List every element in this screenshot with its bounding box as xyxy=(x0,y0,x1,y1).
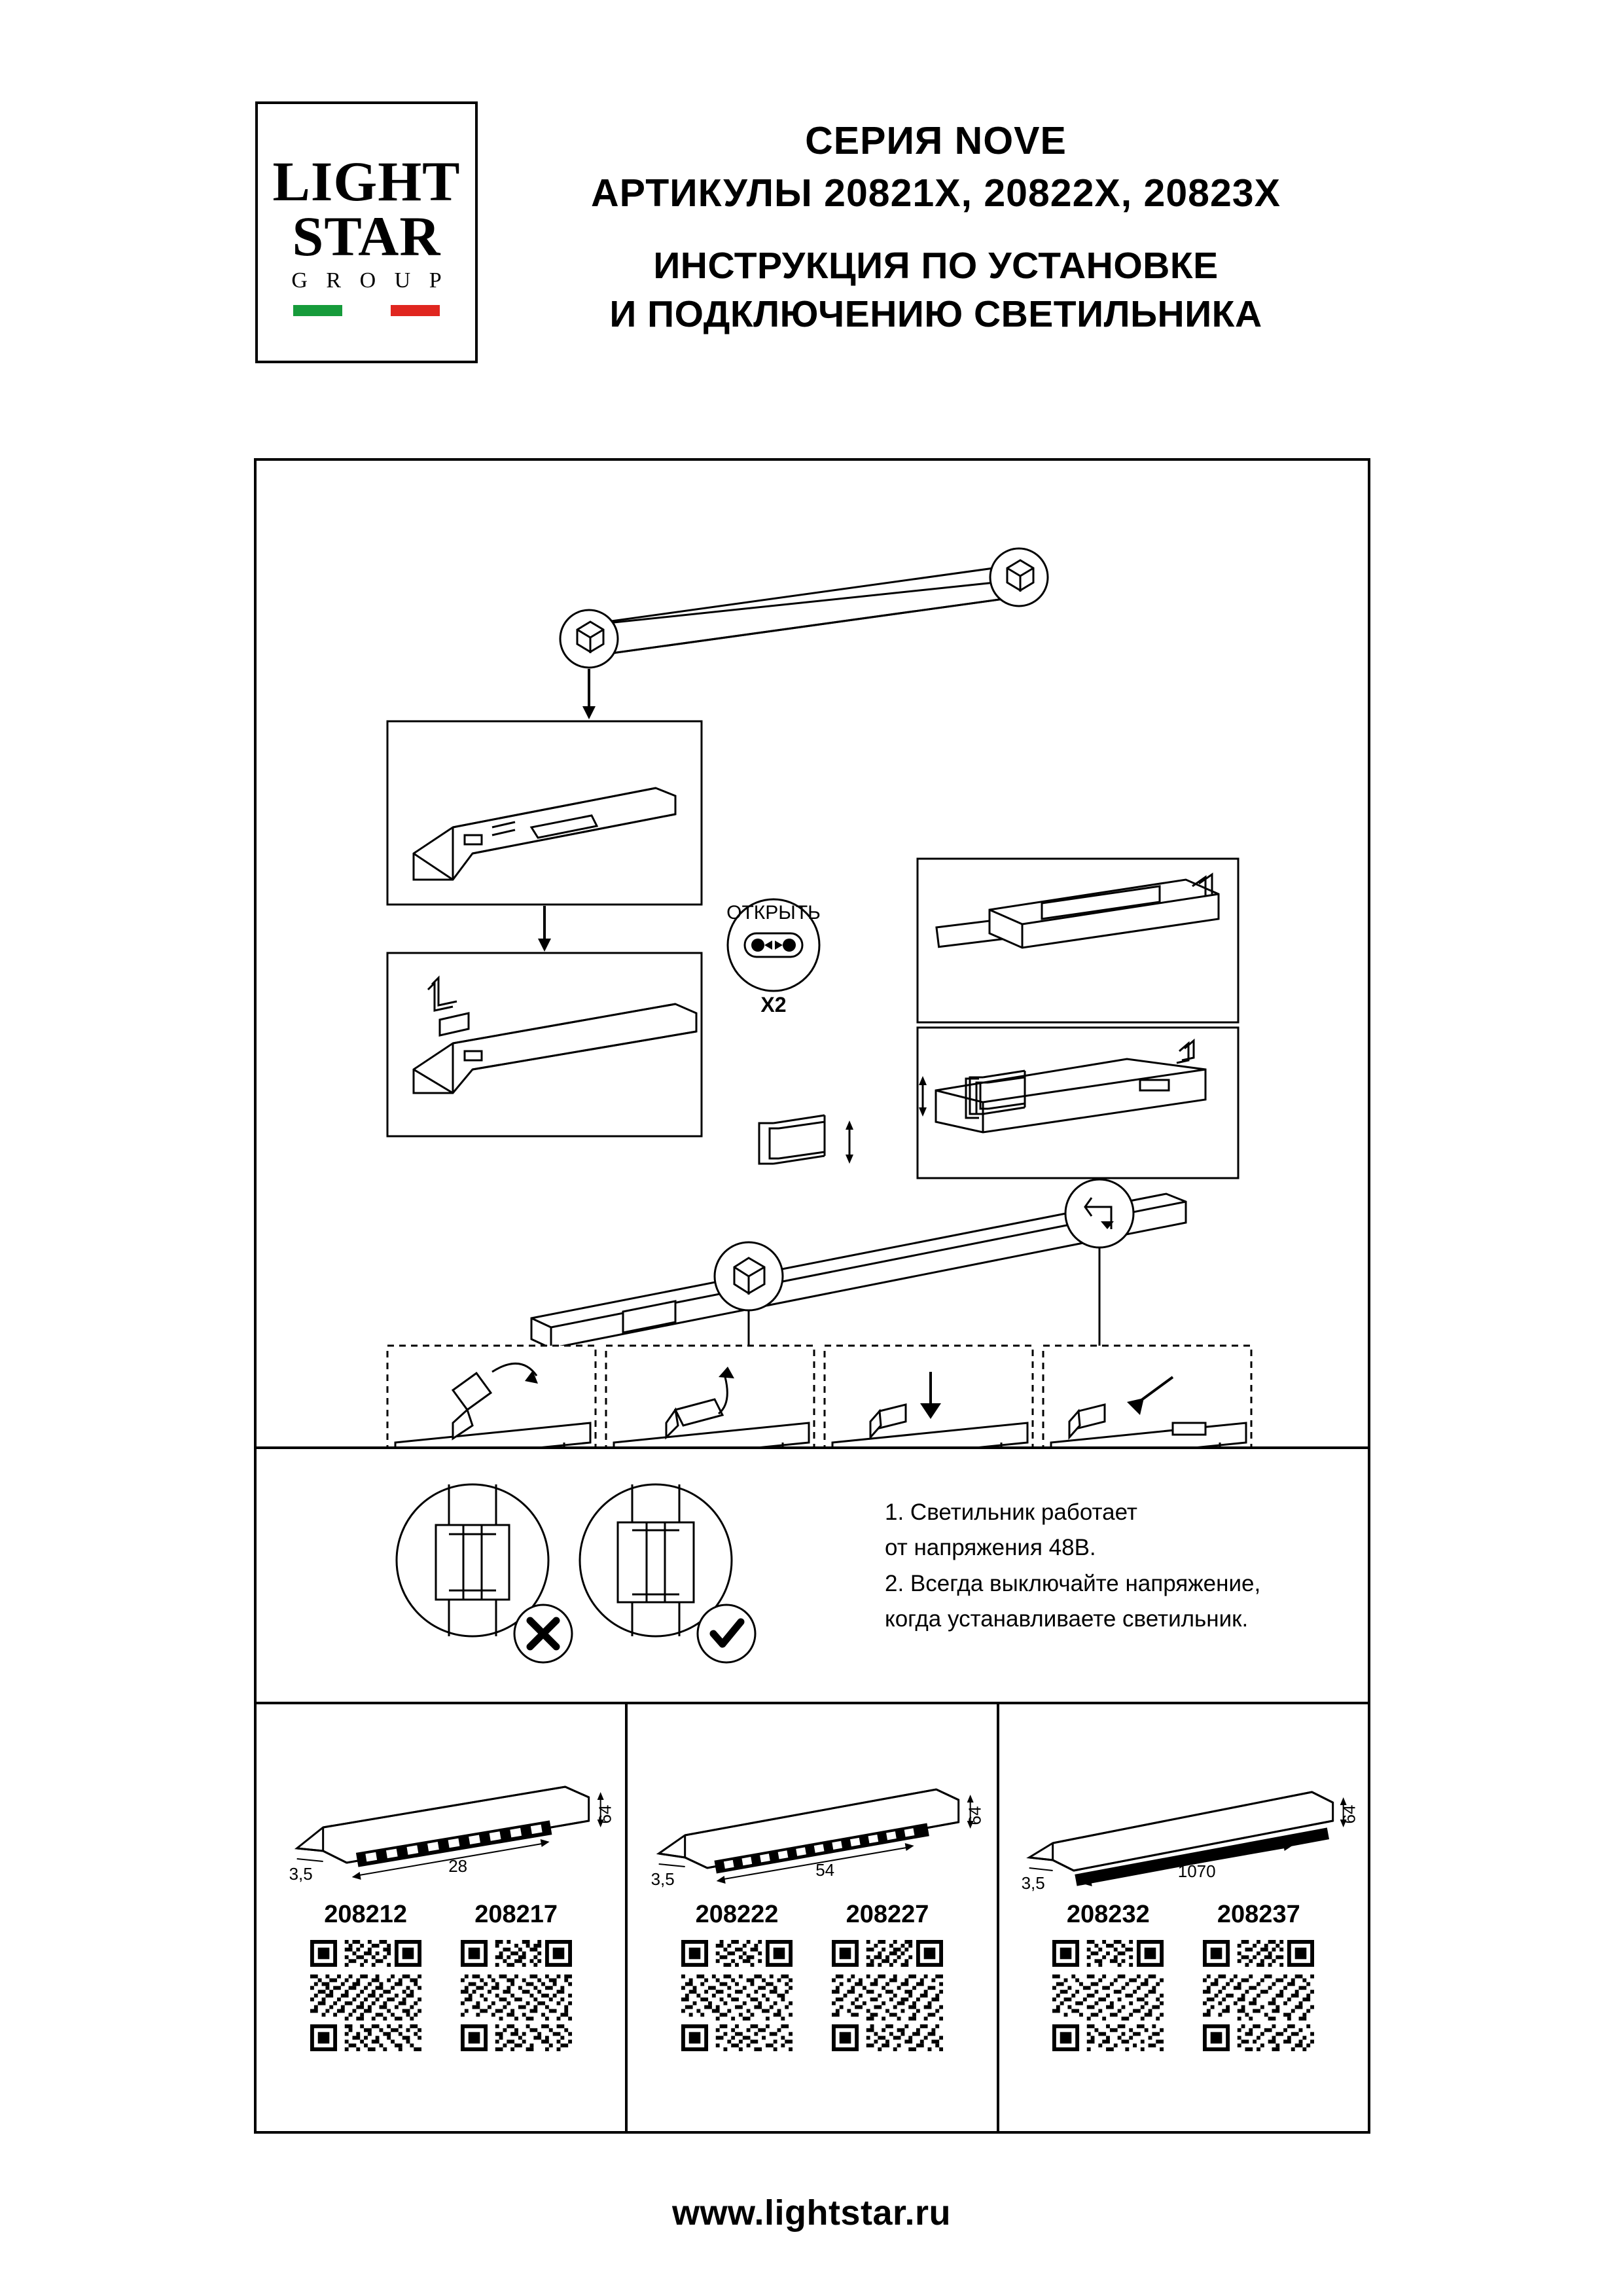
logo-line-group: G R O U P xyxy=(291,268,448,293)
detail-box-clip-b xyxy=(387,953,702,1136)
detail-box-step-4 xyxy=(1043,1346,1251,1446)
logo-line-light: LIGHT xyxy=(272,149,461,213)
brand-logo xyxy=(255,101,478,363)
detail-box-step-1 xyxy=(387,1346,596,1446)
warning-diagram xyxy=(368,1462,787,1691)
model-2-figure xyxy=(628,1711,996,1901)
model-3-length-label: 1070 xyxy=(1177,1861,1216,1881)
callout-circle-mid-left xyxy=(715,1242,783,1310)
model-2-code-a: 208222 xyxy=(695,1901,779,1928)
model-column-3 xyxy=(997,1704,1368,2131)
model-3-figure xyxy=(999,1711,1368,1901)
model-column-1 xyxy=(257,1704,625,2131)
note-line-2: от напряжения 48В. xyxy=(885,1535,1096,1561)
model-1-code-a: 208212 xyxy=(324,1901,408,1928)
model-3-codes xyxy=(999,1901,1368,1929)
models-section xyxy=(257,1704,1368,2131)
model-3-height-label: 64 xyxy=(1339,1804,1359,1824)
model-1-codes xyxy=(257,1901,625,1929)
model-2-length-label: 54 xyxy=(815,1860,835,1880)
flag-stripe-red xyxy=(391,305,440,316)
installation-diagram xyxy=(257,461,1368,1446)
model-2-code-b: 208227 xyxy=(846,1901,929,1928)
model-2-height-label: 64 xyxy=(965,1806,985,1825)
qr-code-208237[interactable] xyxy=(1203,1940,1314,2051)
installation-section xyxy=(257,461,1368,1449)
article-numbers: АРТИКУЛЫ 20821X, 20822X, 20823X xyxy=(591,171,1281,215)
model-2-codes xyxy=(628,1901,996,1929)
model-1-length-label: 28 xyxy=(448,1856,468,1876)
callout-circle-left xyxy=(560,610,618,668)
document-title-line2: И ПОДКЛЮЧЕНИЮ СВЕТИЛЬНИКА xyxy=(609,293,1262,335)
qr-code-208227[interactable] xyxy=(832,1940,943,2051)
model-1-height-label: 64 xyxy=(595,1804,615,1824)
detail-box-step-2 xyxy=(606,1346,814,1446)
model-column-2 xyxy=(625,1704,996,2131)
model-2-depth-label: 3,5 xyxy=(651,1869,675,1889)
italy-flag-icon xyxy=(293,305,440,316)
website-url[interactable]: www.lightstar.ru xyxy=(671,2193,952,2233)
model-1-depth-label: 3,5 xyxy=(289,1864,313,1884)
track-rail-top xyxy=(564,526,1368,657)
detail-box-step-3 xyxy=(825,1346,1033,1446)
qr-code-208232[interactable] xyxy=(1052,1940,1164,2051)
model-1-qr-codes xyxy=(257,1940,625,2051)
document-title-line1: ИНСТРУКЦИЯ ПО УСТАНОВКЕ xyxy=(653,244,1219,287)
detail-box-connector-a xyxy=(387,721,702,905)
callout-circle-mid-right xyxy=(1065,1179,1133,1247)
series-name: СЕРИЯ NOVE xyxy=(805,119,1067,162)
model-3-code-a: 208232 xyxy=(1066,1901,1150,1928)
note-line-3: 2. Всегда выключайте напряжение, xyxy=(885,1570,1261,1596)
note-line-4: когда устанавливаете светильник. xyxy=(885,1605,1249,1632)
model-3-depth-label: 3,5 xyxy=(1021,1873,1045,1893)
detail-box-connector-c xyxy=(918,859,1238,1022)
notes-section xyxy=(257,1449,1368,1704)
qr-code-208222[interactable] xyxy=(681,1940,793,2051)
flag-stripe-white xyxy=(342,305,391,316)
model-3-code-b: 208237 xyxy=(1217,1901,1300,1928)
flag-stripe-green xyxy=(293,305,342,316)
qr-code-208217[interactable] xyxy=(461,1940,572,2051)
notes-text-block xyxy=(885,1495,1343,1637)
model-1-code-b: 208217 xyxy=(474,1901,558,1928)
open-count-label: X2 xyxy=(760,993,787,1016)
logo-line-star: STAR xyxy=(292,205,441,268)
note-line-1: 1. Светильник работает xyxy=(885,1499,1137,1525)
header-text-block xyxy=(478,101,1374,338)
model-1-figure xyxy=(257,1711,625,1901)
qr-code-208212[interactable] xyxy=(310,1940,421,2051)
model-2-qr-codes xyxy=(628,1940,996,2051)
document-header xyxy=(255,101,1374,376)
model-3-qr-codes xyxy=(999,1940,1368,2051)
open-label: ОТКРЫТЬ xyxy=(726,902,821,924)
clip-shape-lower xyxy=(759,1115,853,1164)
callout-circle-right xyxy=(990,548,1048,606)
instruction-frame xyxy=(254,458,1370,2134)
